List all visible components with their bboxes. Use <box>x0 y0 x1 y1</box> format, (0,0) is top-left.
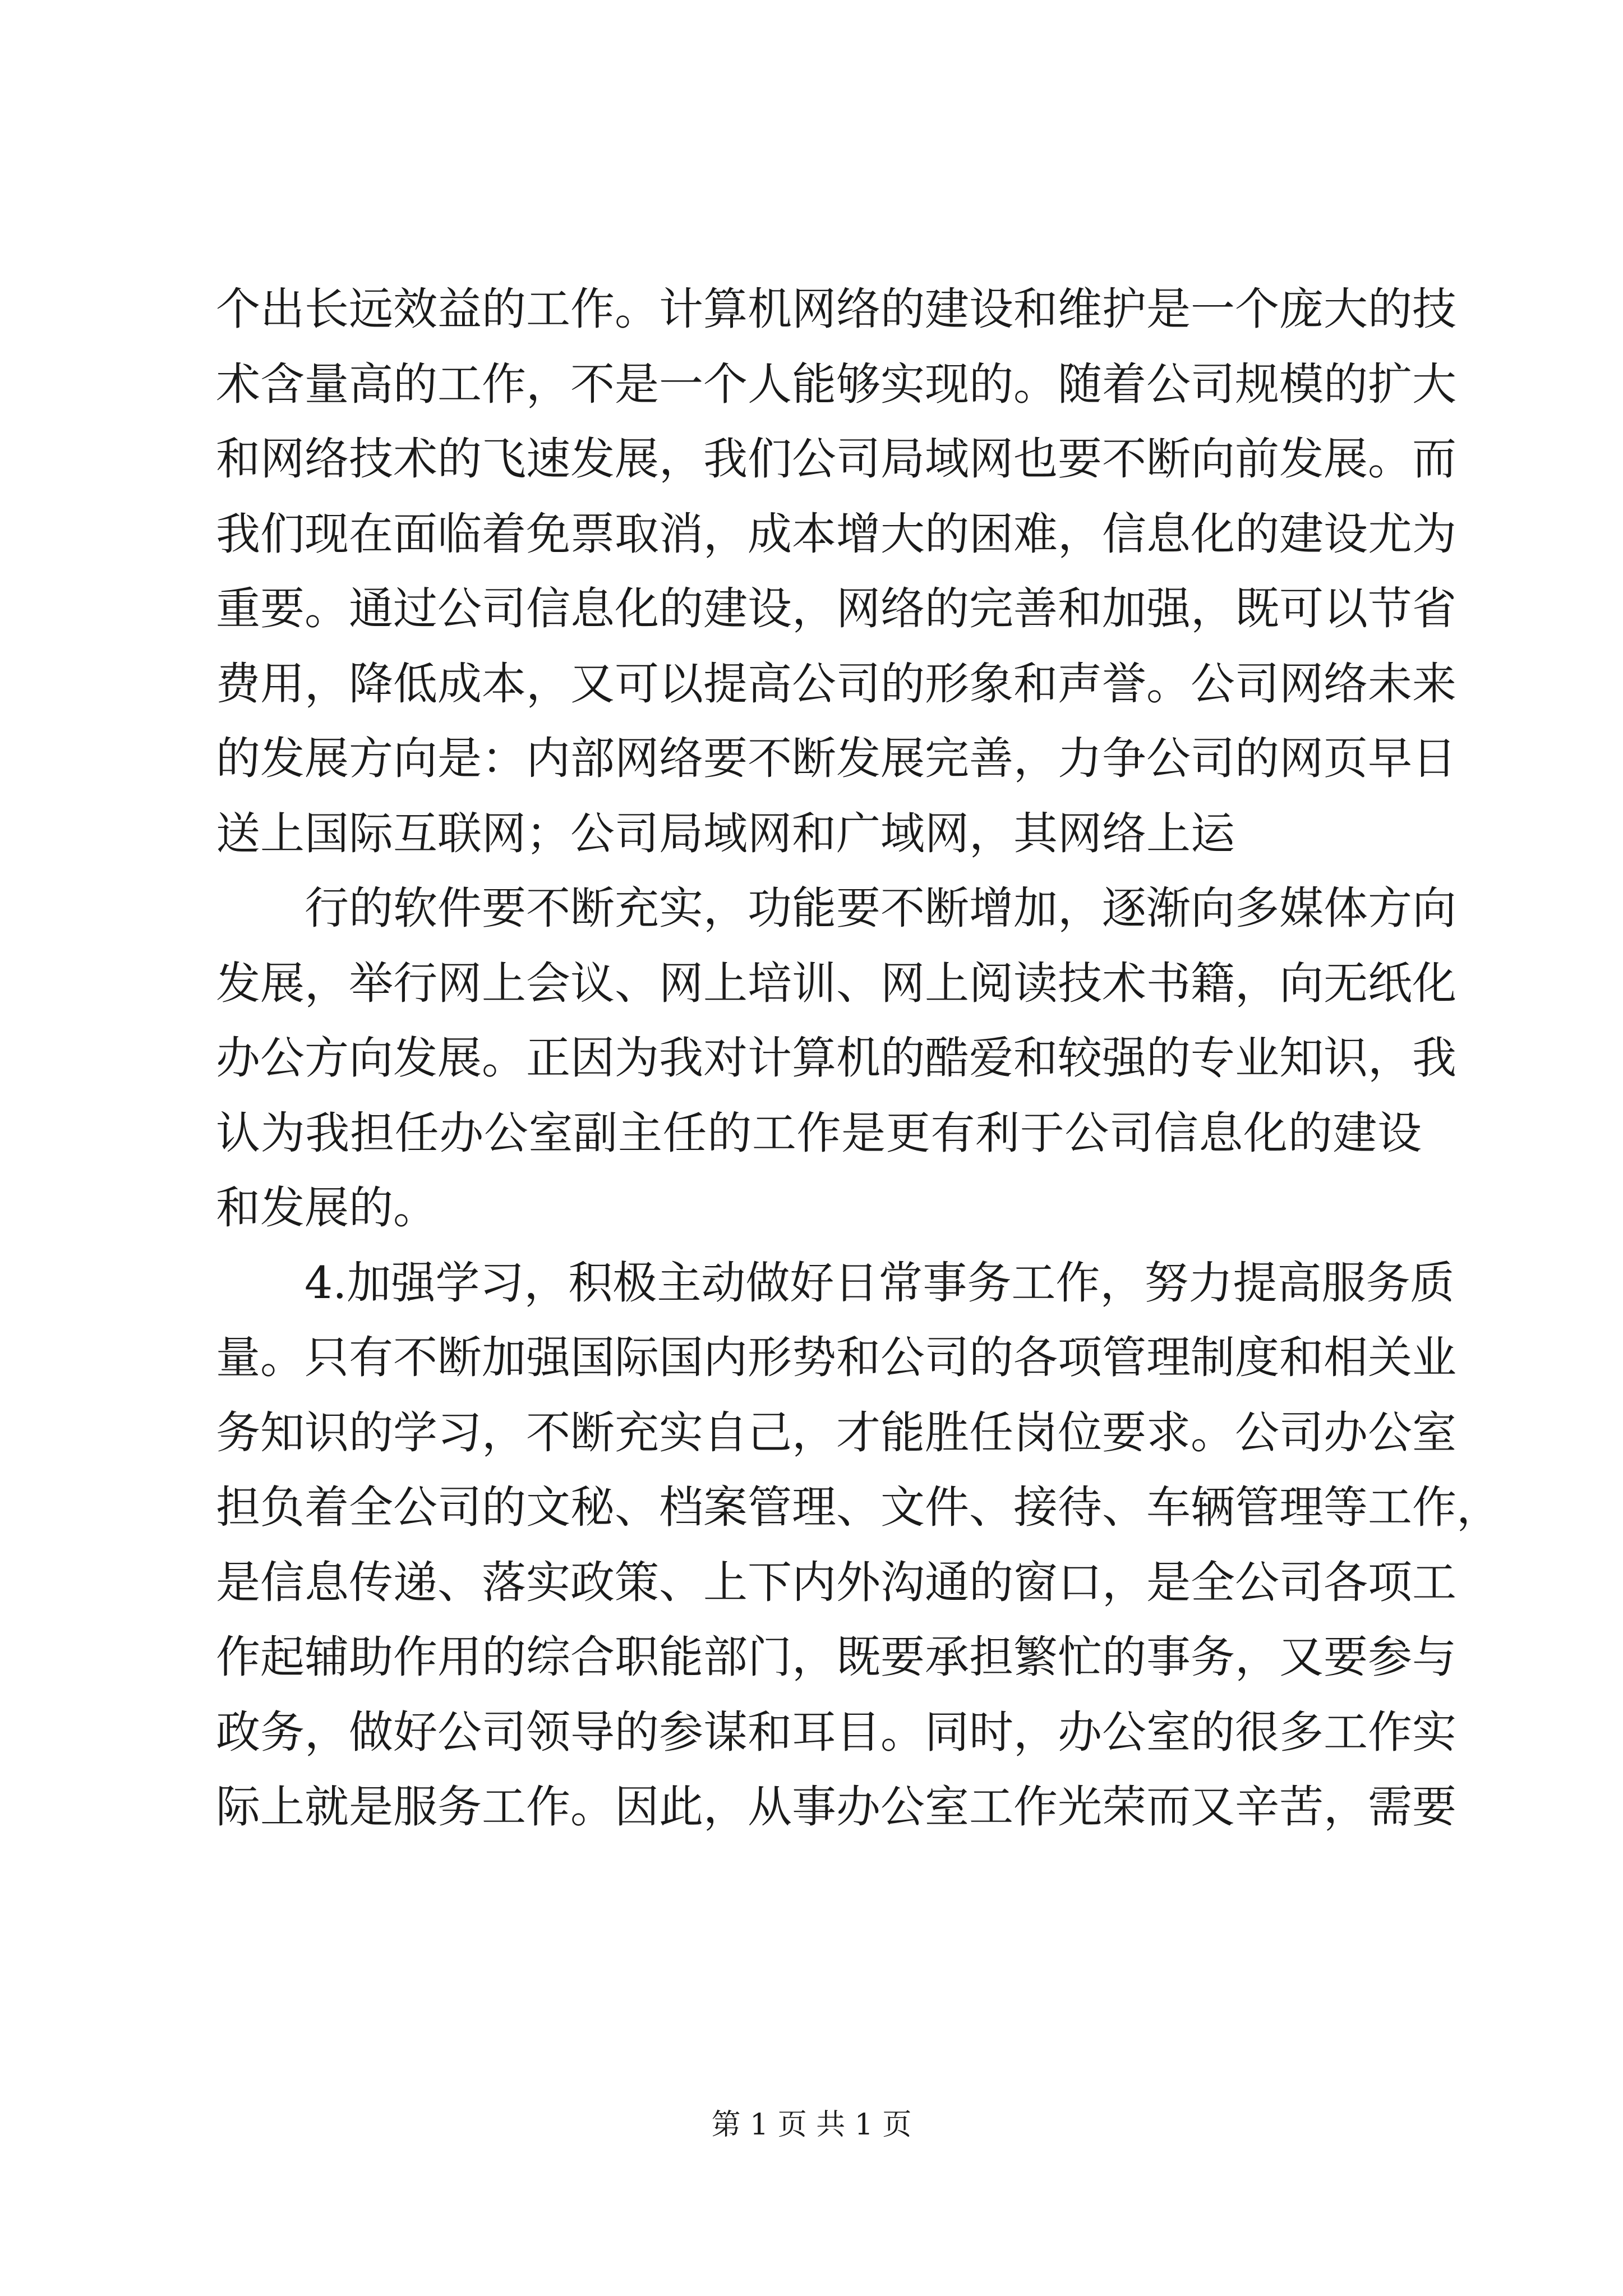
document-body <box>216 272 1501 1845</box>
paragraph-2-line-5: 和发展的。 <box>216 1182 437 1234</box>
paragraph-3-line-6: 作起辅助作用的综合职能部门，既要承担繁忙的事务，又要参与 <box>216 1631 1456 1683</box>
paragraph-1-line-3: 和网络技术的飞速发展，我们公司局域网也要不断向前发展。而 <box>216 433 1456 485</box>
paragraph-3-line-7: 政务，做好公司领导的参谋和耳目。同时，办公室的很多工作实 <box>216 1706 1456 1758</box>
paragraph-3-line-4: 担负着全公司的文秘、档案管理、文件、接待、车辆管理等工作， <box>216 1481 1501 1533</box>
paragraph-1-line-5: 重要。通过公司信息化的建设，网络的完善和加强，既可以节省 <box>216 583 1456 634</box>
paragraph-3-line-1: 4.加强学习，积极主动做好日常事务工作，努力提高服务质 <box>305 1257 1455 1309</box>
paragraph-3-line-8: 际上就是服务工作。因此，从事办公室工作光荣而又辛苦，需要 <box>216 1781 1456 1833</box>
paragraph-1-line-7: 的发展方向是：内部网络要不断发展完善，力争公司的网页早日 <box>216 733 1456 784</box>
paragraph-1-line-2: 术含量高的工作，不是一个人能够实现的。随着公司规模的扩大 <box>216 358 1456 410</box>
paragraph-3-line-3: 务知识的学习，不断充实自己，才能胜任岗位要求。公司办公室 <box>216 1406 1456 1458</box>
paragraph-2-line-1: 行的软件要不断充实，功能要不断增加，逐渐向多媒体方向 <box>305 882 1456 934</box>
paragraph-1-line-6: 费用，降低成本，又可以提高公司的形象和声誉。公司网络未来 <box>216 657 1456 710</box>
paragraph-3-line-2: 量。只有不断加强国际国内形势和公司的各项管理制度和相关业 <box>216 1332 1456 1383</box>
paragraph-1-line-4: 我们现在面临着免票取消，成本增大的困难，信息化的建设尤为 <box>216 508 1456 560</box>
page-number-footer: 第 1 页 共 1 页 <box>711 2108 912 2142</box>
paragraph-1-line-1: 个出长远效益的工作。计算机网络的建设和维护是一个庞大的技 <box>216 283 1456 335</box>
paragraph-2-line-2: 发展，举行网上会议、网上培训、网上阅读技术书籍，向无纸化 <box>216 957 1456 1009</box>
paragraph-2-line-4: 认为我担任办公室副主任的工作是更有利于公司信息化的建设 <box>216 1107 1422 1159</box>
paragraph-3-line-5: 是信息传递、落实政策、上下内外沟通的窗口，是全公司各项工 <box>216 1556 1456 1608</box>
paragraph-1-line-8: 送上国际互联网；公司局域网和广域网，其网络上运 <box>216 807 1235 859</box>
paragraph-2-line-3: 办公方向发展。正因为我对计算机的酷爱和较强的专业知识，我 <box>216 1032 1456 1084</box>
